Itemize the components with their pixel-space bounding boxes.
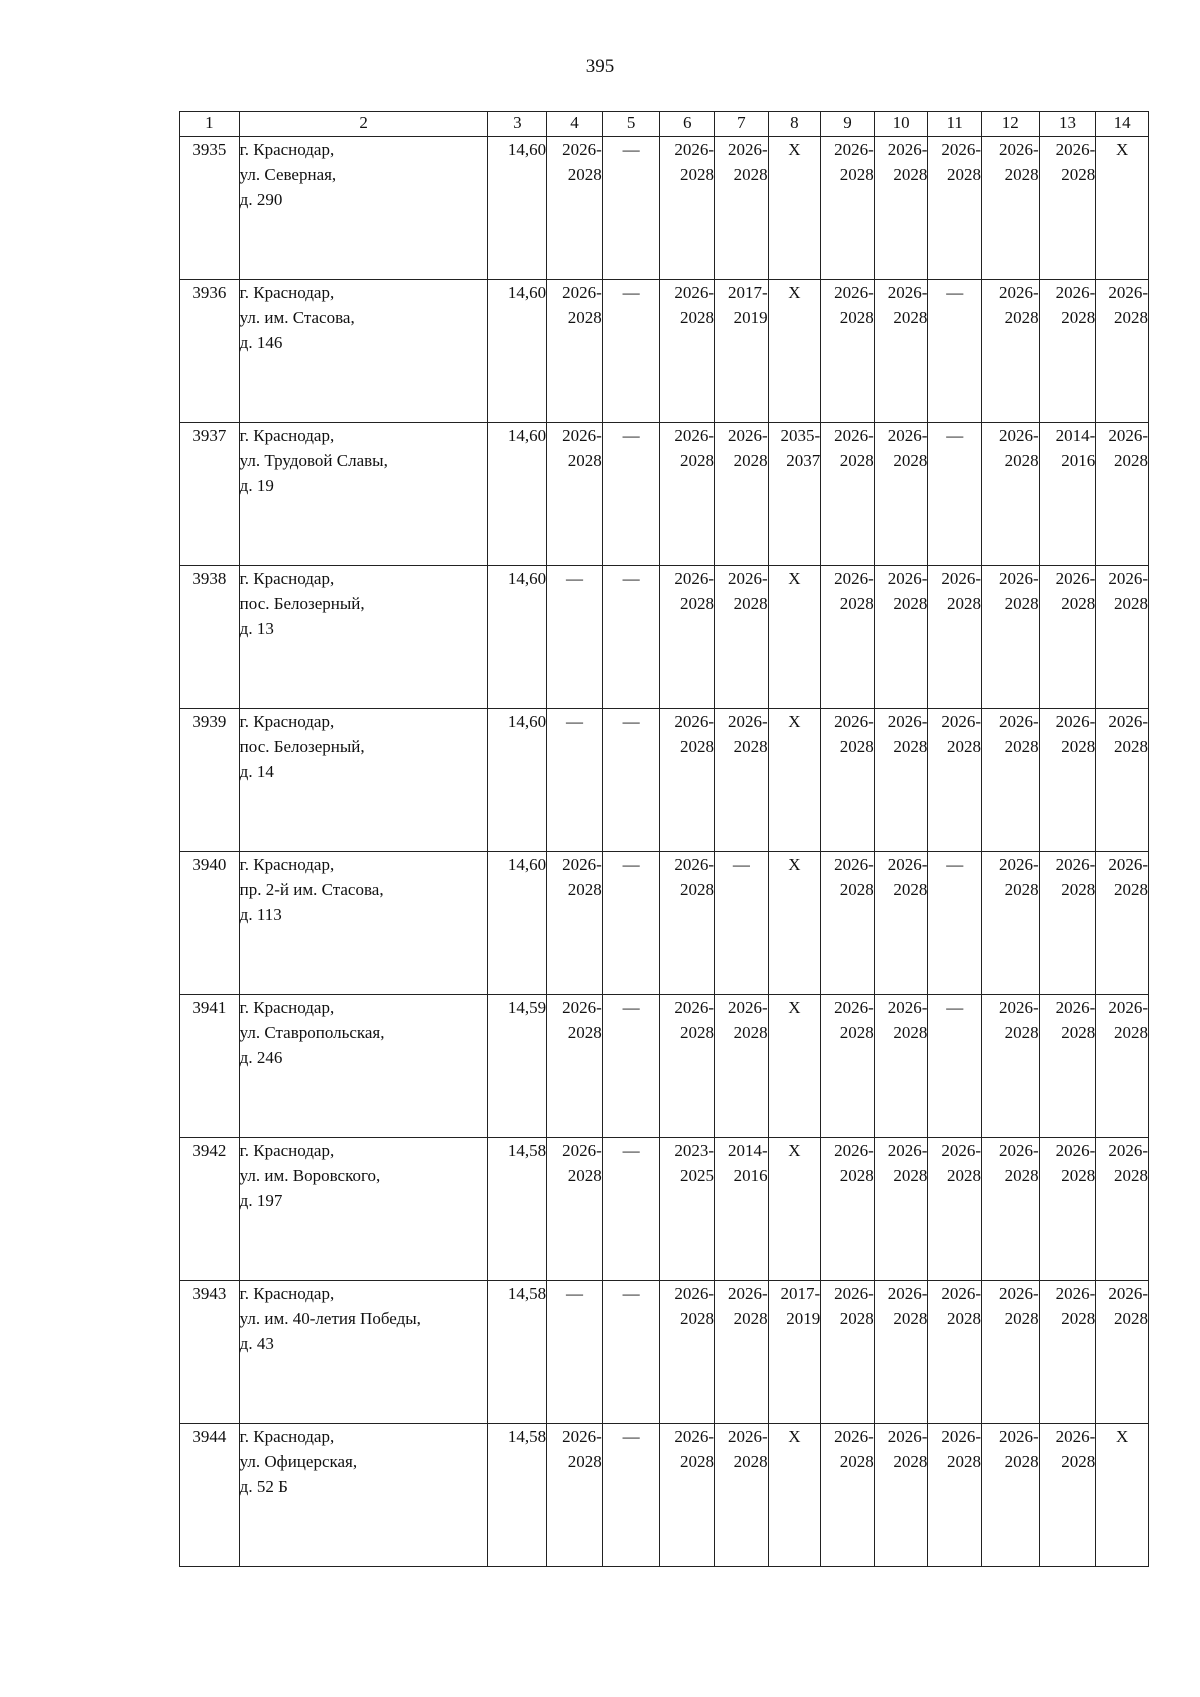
address-cell — [239, 1424, 488, 1567]
period-cell: 2026- 2028 — [821, 852, 875, 995]
period-cell: 2026- 2028 — [1096, 709, 1149, 852]
row-number: 3939 — [180, 709, 240, 852]
table-body — [180, 137, 1149, 1567]
period-cell: 2026- 2028 — [874, 137, 928, 280]
empty-cell: — — [928, 995, 982, 1138]
period-cell: 2026- 2028 — [547, 1138, 603, 1281]
row-number: 3940 — [180, 852, 240, 995]
value-cell: 14,58 — [488, 1138, 547, 1281]
address-line: д. 197 — [239, 1191, 283, 1210]
empty-cell: — — [602, 423, 660, 566]
period-cell: 2026- 2028 — [715, 709, 769, 852]
period-cell: 2026- 2028 — [874, 995, 928, 1138]
address-line: г. Краснодар, — [239, 426, 335, 445]
row-number: 3944 — [180, 1424, 240, 1567]
empty-cell: — — [602, 1281, 660, 1424]
period-cell: 2026- 2028 — [928, 709, 982, 852]
period-cell: 2026- 2028 — [1039, 566, 1096, 709]
period-cell: 2017- 2019 — [768, 1281, 821, 1424]
period-cell: 2026- 2028 — [821, 566, 875, 709]
period-cell: 2026- 2028 — [1039, 1138, 1096, 1281]
period-cell: 2026- 2028 — [660, 137, 715, 280]
table-row — [180, 709, 1149, 852]
address-line: пос. Белозерный, — [239, 737, 365, 756]
row-number: 3941 — [180, 995, 240, 1138]
period-cell: 2026- 2028 — [874, 280, 928, 423]
period-cell: 2026- 2028 — [981, 709, 1039, 852]
period-cell: 2026- 2028 — [874, 709, 928, 852]
period-cell: 2026- 2028 — [660, 1281, 715, 1424]
address-line: г. Краснодар, — [239, 712, 335, 731]
address-line: г. Краснодар, — [239, 998, 335, 1017]
period-cell: 2026- 2028 — [1039, 1281, 1096, 1424]
period-cell: 2026- 2028 — [874, 852, 928, 995]
table-row — [180, 423, 1149, 566]
period-cell: 2026- 2028 — [874, 1424, 928, 1567]
column-header-11: 11 — [928, 112, 982, 137]
table-row — [180, 566, 1149, 709]
address-cell — [239, 280, 488, 423]
period-cell: 2026- 2028 — [1096, 1138, 1149, 1281]
not-applicable-cell: X — [768, 995, 821, 1138]
address-line: г. Краснодар, — [239, 569, 335, 588]
column-header-1: 1 — [180, 112, 240, 137]
period-cell: 2026- 2028 — [1039, 280, 1096, 423]
empty-cell: — — [602, 566, 660, 709]
not-applicable-cell: X — [1096, 137, 1149, 280]
value-cell: 14,60 — [488, 280, 547, 423]
value-cell: 14,60 — [488, 709, 547, 852]
period-cell: 2026- 2028 — [1039, 995, 1096, 1138]
table-row — [180, 280, 1149, 423]
address-line: д. 52 Б — [239, 1477, 288, 1496]
period-cell: 2035- 2037 — [768, 423, 821, 566]
not-applicable-cell: X — [768, 280, 821, 423]
empty-cell: — — [602, 1424, 660, 1567]
period-cell: 2026- 2028 — [1096, 423, 1149, 566]
column-header-3: 3 — [488, 112, 547, 137]
table-row — [180, 995, 1149, 1138]
address-cell — [239, 852, 488, 995]
period-cell: 2026- 2028 — [660, 1424, 715, 1567]
schedule-table — [179, 111, 1149, 1567]
empty-cell: — — [602, 995, 660, 1138]
period-cell: 2026- 2028 — [1039, 852, 1096, 995]
address-line: г. Краснодар, — [239, 1284, 335, 1303]
address-line: ул. им. Стасова, — [239, 308, 355, 327]
not-applicable-cell: X — [768, 566, 821, 709]
period-cell: 2026- 2028 — [715, 1424, 769, 1567]
period-cell: 2026- 2028 — [660, 423, 715, 566]
value-cell: 14,58 — [488, 1281, 547, 1424]
column-header-5: 5 — [602, 112, 660, 137]
empty-cell: — — [602, 280, 660, 423]
period-cell: 2014- 2016 — [1039, 423, 1096, 566]
empty-cell: — — [602, 852, 660, 995]
address-cell — [239, 1138, 488, 1281]
period-cell: 2026- 2028 — [660, 709, 715, 852]
period-cell: 2026- 2028 — [874, 566, 928, 709]
period-cell: 2023- 2025 — [660, 1138, 715, 1281]
address-line: д. 13 — [239, 619, 274, 638]
period-cell: 2026- 2028 — [715, 137, 769, 280]
period-cell: 2026- 2028 — [981, 280, 1039, 423]
table-row — [180, 1281, 1149, 1424]
period-cell: 2026- 2028 — [1096, 566, 1149, 709]
period-cell: 2026- 2028 — [821, 1138, 875, 1281]
period-cell: 2026- 2028 — [928, 137, 982, 280]
column-header-2: 2 — [239, 112, 488, 137]
period-cell: 2026- 2028 — [1039, 137, 1096, 280]
column-header-9: 9 — [821, 112, 875, 137]
period-cell: 2026- 2028 — [1039, 709, 1096, 852]
period-cell: 2026- 2028 — [715, 995, 769, 1138]
page-number: 395 — [585, 56, 615, 77]
period-cell: 2026- 2028 — [1096, 852, 1149, 995]
row-number: 3935 — [180, 137, 240, 280]
row-number: 3943 — [180, 1281, 240, 1424]
address-line: г. Краснодар, — [239, 1141, 335, 1160]
address-line: д. 113 — [239, 905, 282, 924]
period-cell: 2026- 2028 — [821, 423, 875, 566]
row-number: 3938 — [180, 566, 240, 709]
row-number: 3942 — [180, 1138, 240, 1281]
address-line: ул. им. 40-летия Победы, — [239, 1309, 421, 1328]
value-cell: 14,60 — [488, 852, 547, 995]
period-cell: 2026- 2028 — [981, 1281, 1039, 1424]
period-cell: 2026- 2028 — [821, 1424, 875, 1567]
period-cell: 2026- 2028 — [874, 1281, 928, 1424]
period-cell: 2026- 2028 — [821, 137, 875, 280]
column-header-8: 8 — [768, 112, 821, 137]
period-cell: 2026- 2028 — [821, 709, 875, 852]
period-cell: 2026- 2028 — [928, 1138, 982, 1281]
empty-cell: — — [928, 852, 982, 995]
not-applicable-cell: X — [768, 137, 821, 280]
empty-cell: — — [547, 709, 603, 852]
table-row — [180, 1138, 1149, 1281]
not-applicable-cell: X — [768, 1424, 821, 1567]
address-cell — [239, 137, 488, 280]
column-header-7: 7 — [715, 112, 769, 137]
column-header-10: 10 — [874, 112, 928, 137]
period-cell: 2014- 2016 — [715, 1138, 769, 1281]
address-line: пр. 2-й им. Стасова, — [239, 880, 384, 899]
address-line: ул. Трудовой Славы, — [239, 451, 388, 470]
not-applicable-cell: X — [1096, 1424, 1149, 1567]
address-line: г. Краснодар, — [239, 855, 335, 874]
period-cell: 2026- 2028 — [547, 995, 603, 1138]
empty-cell: — — [602, 137, 660, 280]
period-cell: 2026- 2028 — [821, 280, 875, 423]
value-cell: 14,58 — [488, 1424, 547, 1567]
value-cell: 14,60 — [488, 137, 547, 280]
period-cell: 2026- 2028 — [981, 1138, 1039, 1281]
period-cell: 2026- 2028 — [874, 1138, 928, 1281]
row-number: 3936 — [180, 280, 240, 423]
period-cell: 2026- 2028 — [660, 566, 715, 709]
period-cell: 2026- 2028 — [821, 1281, 875, 1424]
empty-cell: — — [715, 852, 769, 995]
address-line: г. Краснодар, — [239, 283, 335, 302]
empty-cell: — — [928, 280, 982, 423]
period-cell: 2017- 2019 — [715, 280, 769, 423]
column-header-12: 12 — [981, 112, 1039, 137]
period-cell: 2026- 2028 — [660, 852, 715, 995]
period-cell: 2026- 2028 — [1096, 280, 1149, 423]
period-cell: 2026- 2028 — [660, 280, 715, 423]
column-header-6: 6 — [660, 112, 715, 137]
period-cell: 2026- 2028 — [928, 1281, 982, 1424]
table-row — [180, 852, 1149, 995]
period-cell: 2026- 2028 — [821, 995, 875, 1138]
period-cell: 2026- 2028 — [547, 280, 603, 423]
address-line: д. 19 — [239, 476, 274, 495]
address-line: д. 146 — [239, 333, 283, 352]
not-applicable-cell: X — [768, 852, 821, 995]
address-cell — [239, 709, 488, 852]
address-cell — [239, 566, 488, 709]
address-line: д. 290 — [239, 190, 283, 209]
period-cell: 2026- 2028 — [660, 995, 715, 1138]
value-cell: 14,59 — [488, 995, 547, 1138]
period-cell: 2026- 2028 — [715, 1281, 769, 1424]
address-line: пос. Белозерный, — [239, 594, 365, 613]
period-cell: 2026- 2028 — [715, 566, 769, 709]
period-cell: 2026- 2028 — [1096, 995, 1149, 1138]
period-cell: 2026- 2028 — [981, 423, 1039, 566]
period-cell: 2026- 2028 — [981, 566, 1039, 709]
empty-cell: — — [602, 709, 660, 852]
address-line: г. Краснодар, — [239, 1427, 335, 1446]
period-cell: 2026- 2028 — [928, 566, 982, 709]
not-applicable-cell: X — [768, 1138, 821, 1281]
period-cell: 2026- 2028 — [547, 852, 603, 995]
column-header-13: 13 — [1039, 112, 1096, 137]
period-cell: 2026- 2028 — [547, 1424, 603, 1567]
empty-cell: — — [928, 423, 982, 566]
empty-cell: — — [547, 1281, 603, 1424]
column-header-14: 14 — [1096, 112, 1149, 137]
period-cell: 2026- 2028 — [981, 1424, 1039, 1567]
empty-cell: — — [602, 1138, 660, 1281]
period-cell: 2026- 2028 — [981, 995, 1039, 1138]
address-line: ул. Ставропольская, — [239, 1023, 385, 1042]
period-cell: 2026- 2028 — [928, 1424, 982, 1567]
column-header-4: 4 — [547, 112, 603, 137]
address-line: ул. Северная, — [239, 165, 337, 184]
address-cell — [239, 423, 488, 566]
address-line: ул. Офицерская, — [239, 1452, 358, 1471]
address-line: д. 14 — [239, 762, 274, 781]
address-line: г. Краснодар, — [239, 140, 335, 159]
period-cell: 2026- 2028 — [1096, 1281, 1149, 1424]
value-cell: 14,60 — [488, 423, 547, 566]
period-cell: 2026- 2028 — [874, 423, 928, 566]
address-line: ул. им. Воровского, — [239, 1166, 381, 1185]
period-cell: 2026- 2028 — [1039, 1424, 1096, 1567]
row-number: 3937 — [180, 423, 240, 566]
period-cell: 2026- 2028 — [981, 852, 1039, 995]
address-line: д. 246 — [239, 1048, 283, 1067]
address-cell — [239, 995, 488, 1138]
empty-cell: — — [547, 566, 603, 709]
period-cell: 2026- 2028 — [547, 423, 603, 566]
table-row — [180, 137, 1149, 280]
period-cell: 2026- 2028 — [547, 137, 603, 280]
period-cell: 2026- 2028 — [981, 137, 1039, 280]
table-row — [180, 1424, 1149, 1567]
not-applicable-cell: X — [768, 709, 821, 852]
address-line: д. 43 — [239, 1334, 274, 1353]
value-cell: 14,60 — [488, 566, 547, 709]
period-cell: 2026- 2028 — [715, 423, 769, 566]
address-cell — [239, 1281, 488, 1424]
column-header-row — [180, 112, 1149, 137]
